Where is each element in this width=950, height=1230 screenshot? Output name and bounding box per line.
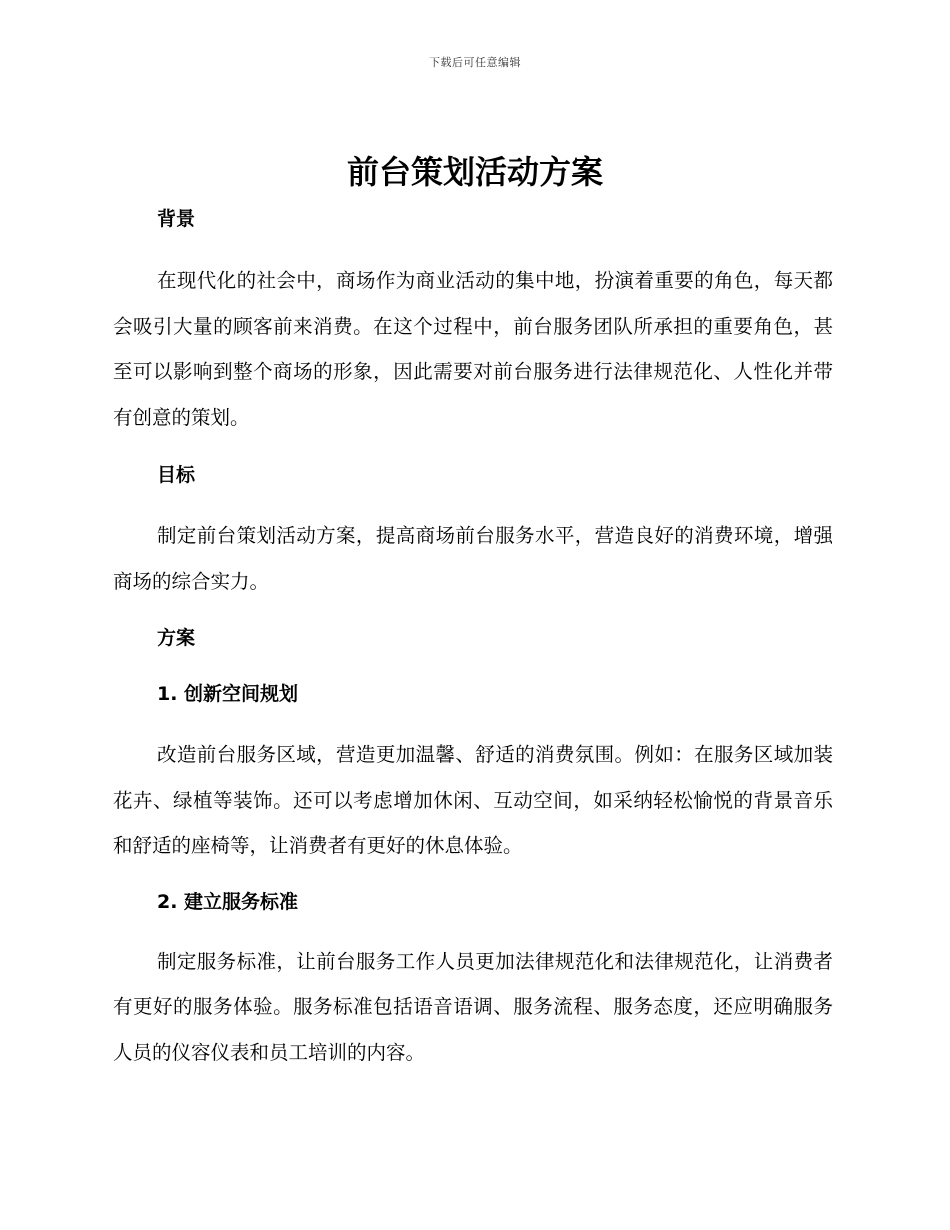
section-paragraph: 制定前台策划活动方案，提高商场前台服务水平，营造良好的消费环境，增强商场的综合实力。 — [113, 524, 833, 593]
header-note: 下载后可任意编辑 — [429, 56, 521, 69]
plan-item-paragraph: 改造前台服务区域，营造更加温馨、舒适的消费氛围。例如：在服务区域加装花卉、绿植等装饰。还可以考虑增加休闲、互动空间，如采纳轻松愉悦的背景音乐和舒适的座椅等，让消费者有更好的休息体验。 — [113, 743, 833, 857]
plan-item — [113, 886, 833, 1076]
section-heading: 目标 — [157, 464, 196, 486]
section-background — [113, 203, 833, 440]
plan-item — [113, 678, 833, 869]
section-heading: 方案 — [157, 627, 196, 649]
section-paragraph: 在现代化的社会中，商场作为商业活动的集中地，扮演着重要的角色，每天都会吸引大量的顾客前来消费。在这个过程中，前台服务团队所承担的重要角色，甚至可以影响到整个商场的形象，因此需要对前台服务进行法律规范化、人性化并带有创意的策划。 — [113, 269, 833, 429]
plan-item-paragraph: 制定服务标准，让前台服务工作人员更加法律规范化和法律规范化，让消费者有更好的服务体验。服务标准包括语音语调、服务流程、服务态度，还应明确服务人员的仪容仪表和员工培训的内容。 — [113, 949, 833, 1064]
section-plan — [113, 622, 833, 1075]
plan-item-heading: 2. 建立服务标准 — [157, 890, 299, 913]
section-goal — [113, 459, 833, 604]
section-heading: 背景 — [157, 208, 196, 230]
document-body — [113, 203, 833, 1075]
plan-item-heading: 1. 创新空间规划 — [157, 683, 299, 705]
document-title: 前台策划活动方案 — [346, 153, 603, 191]
